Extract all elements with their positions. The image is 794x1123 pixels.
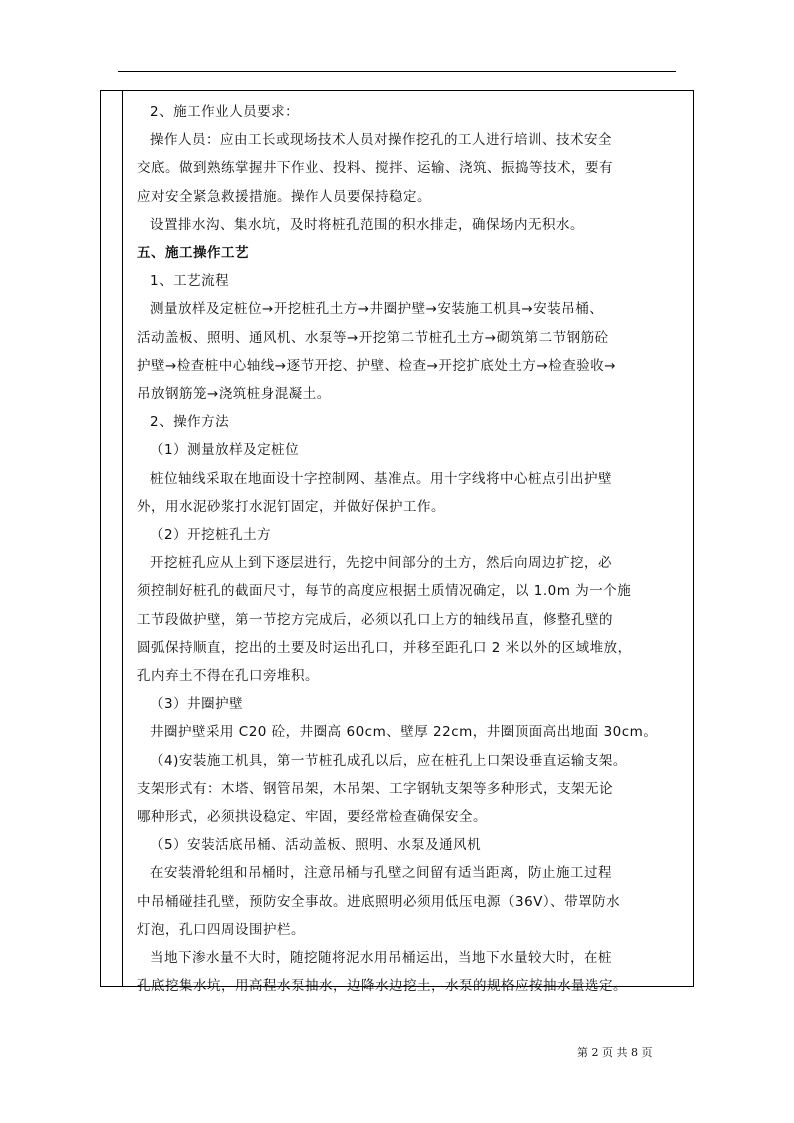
subheading-item-1: （1）测量放样及定桩位 bbox=[150, 442, 300, 459]
paragraph-line: 圆弧保持顺直，挖出的土要及时运出孔口，并移至距孔口 2 米以外的区域堆放， bbox=[137, 639, 632, 656]
paragraph-line: 哪种形式，必须拱设稳定、牢固，要经常检查确保安全。 bbox=[137, 809, 487, 826]
paragraph-line: 支架形式有：木塔、钢管吊架，木吊架、工字钢轨支架等多种形式，支架无论 bbox=[137, 780, 613, 797]
subheading-item-5: （5）安装活底吊桶、活动盖板、照明、水泵及通风机 bbox=[150, 837, 482, 854]
paragraph-line: 测量放样及定桩位→开挖桩孔土方→井圈护壁→安装施工机具→安装吊桶、 bbox=[150, 301, 604, 318]
subheading-item-2: （2）开挖桩孔土方 bbox=[150, 527, 272, 544]
subheading-operation-method: 2、操作方法 bbox=[150, 414, 230, 431]
page-number: 第 2 页 共 8 页 bbox=[577, 1046, 653, 1059]
paragraph-line: 当地下渗水量不大时，随挖随将泥水用吊桶运出，当地下水量较大时，在桩 bbox=[150, 950, 612, 967]
paragraph-line: 工节段做护壁，第一节挖方完成后，必须以孔口上方的轴线吊直，修整孔壁的 bbox=[137, 611, 613, 628]
subheading-staff-requirements: 2、施工作业人员要求： bbox=[150, 104, 300, 120]
paragraph-line: 设置排水沟、集水坑，及时将桩孔范围的积水排走，确保场内无积水。 bbox=[150, 216, 584, 233]
paragraph-line: （4)安装施工机具，第一节桩孔成孔以后，应在桩孔上口架设垂直运输支架。 bbox=[150, 752, 627, 769]
paragraph-line: 应对安全紧急救援措施。操作人员要保持稳定。 bbox=[137, 188, 431, 205]
document-body bbox=[137, 98, 691, 1001]
paragraph-line: 在安装滑轮组和吊桶时，注意吊桶与孔壁之间留有适当距离，防止施工过程 bbox=[150, 865, 612, 882]
paragraph-line: 交底。做到熟练掌握井下作业、投料、搅拌、运输、浇筑、振捣等技术，要有 bbox=[137, 160, 613, 177]
section-heading: 五、施工操作工艺 bbox=[137, 245, 249, 262]
table-left-column bbox=[100, 90, 123, 987]
paragraph-line: 孔内弃土不得在孔口旁堆积。 bbox=[137, 668, 319, 685]
paragraph-line: 护壁→检查桩中心轴线→逐节开挖、护壁、检查→开挖扩底处土方→检查验收→ bbox=[137, 357, 617, 374]
paragraph-line: 须控制好桩孔的截面尺寸，每节的高度应根据土质情况确定，以 1.0m 为一个施 bbox=[137, 583, 632, 600]
subheading-process-flow: 1、工艺流程 bbox=[150, 273, 230, 290]
paragraph-line: 桩位轴线采取在地面设十字控制网、基准点。用十字线将中心桩点引出护壁 bbox=[150, 470, 612, 487]
paragraph-line: 外，用水泥砂浆打水泥钉固定，并做好保护工作。 bbox=[137, 498, 445, 515]
paragraph-line: 开挖桩孔应从上到下逐层进行，先挖中间部分的土方，然后向周边扩挖，必 bbox=[150, 555, 612, 572]
paragraph-line: 吊放钢筋笼→浇筑桩身混凝土。 bbox=[137, 386, 331, 403]
subheading-item-3: （3）井圈护壁 bbox=[150, 696, 244, 713]
paragraph-line: 孔底挖集水坑，用高程水泵抽水，边降水边挖土，水泵的规格应按抽水量选定。 bbox=[137, 978, 627, 995]
paragraph-line: 活动盖板、照明、通风机、水泵等→开挖第二节桩孔土方→砌筑第二节钢筋砼 bbox=[137, 329, 609, 346]
header-rule bbox=[118, 71, 676, 72]
paragraph-line: 中吊桶碰挂孔壁，预防安全事故。进底照明必须用低压电源（36V）、带罩防水 bbox=[137, 893, 621, 910]
paragraph-line: 井圈护壁采用 C20 砼，井圈高 60cm、壁厚 22cm，井圈顶面高出地面 30cm。 bbox=[150, 724, 658, 741]
paragraph-line: 灯泡，孔口四周设围护栏。 bbox=[137, 921, 305, 938]
paragraph-line: 操作人员：应由工长或现场技术人员对操作挖孔的工人进行培训、技术安全 bbox=[150, 132, 612, 149]
